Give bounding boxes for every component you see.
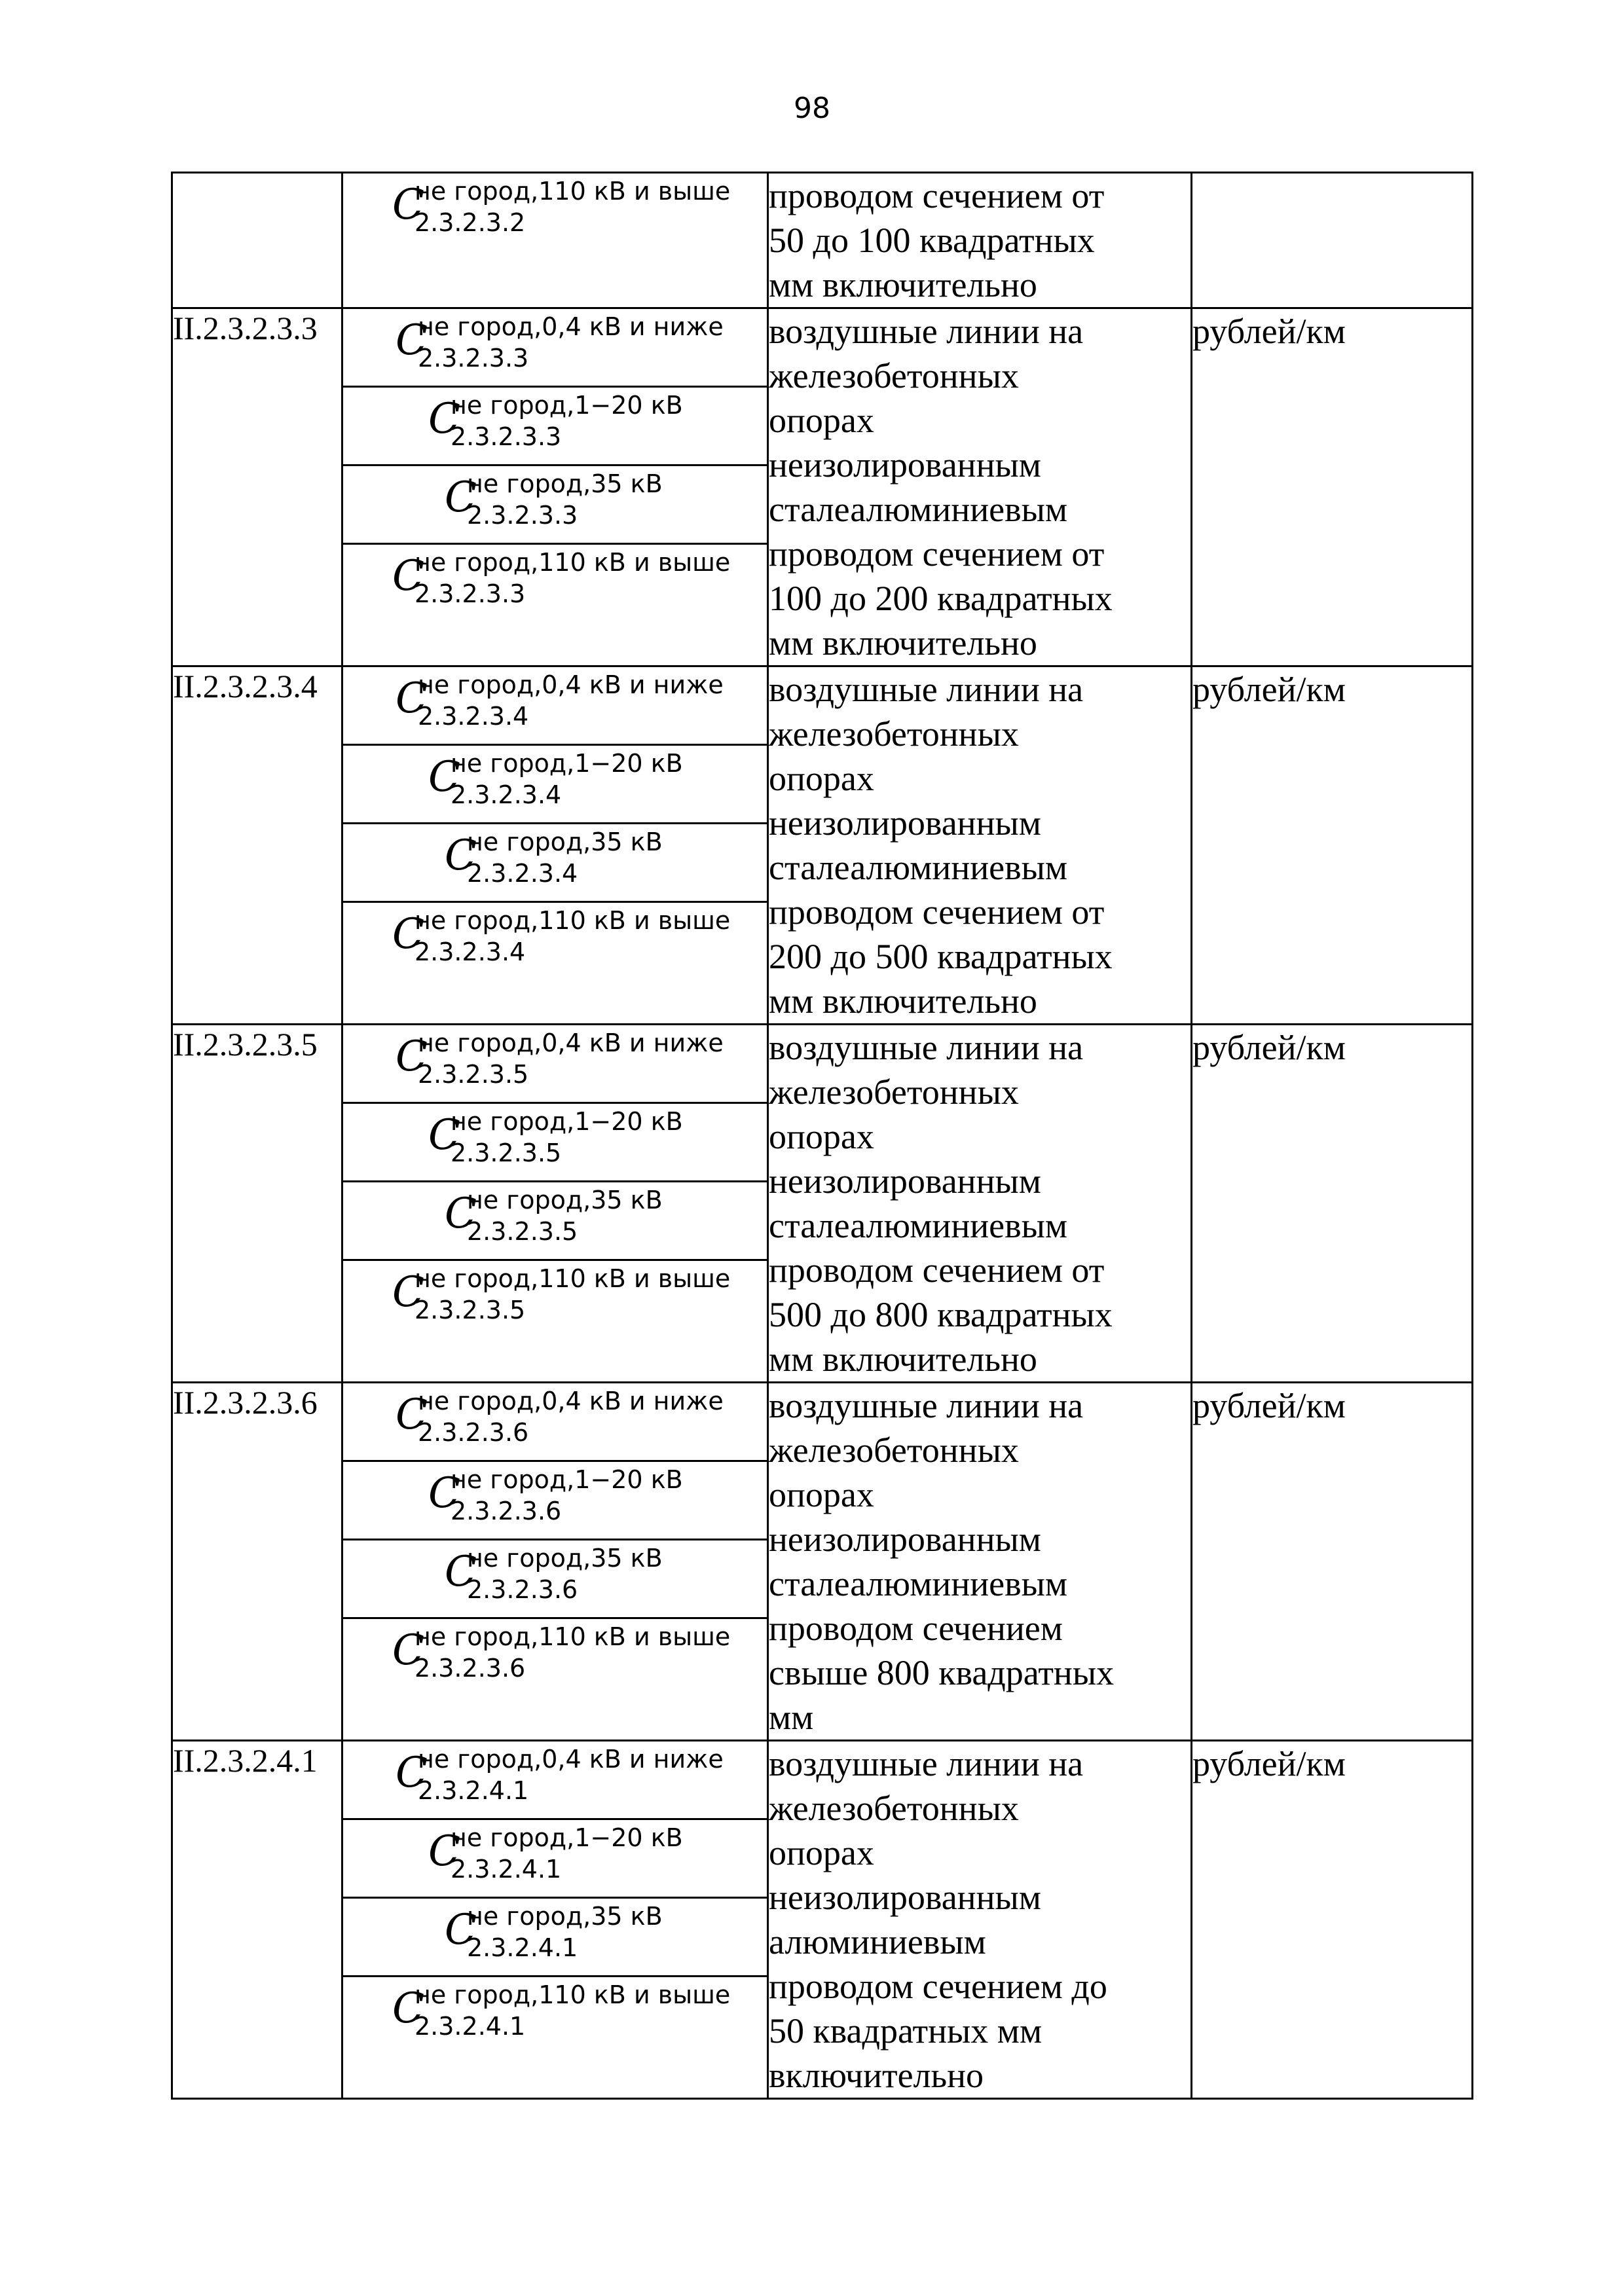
- description-line: проводом сечением до: [769, 1967, 1107, 2006]
- description-line: мм: [769, 1698, 814, 1737]
- coefficient-symbol: C: [396, 1032, 428, 1081]
- coefficient-superscript: не город,1−20 кВ: [451, 1823, 683, 1852]
- coefficient-entry: [343, 1104, 767, 1182]
- coefficient-superscript: не город,35 кВ: [467, 1902, 663, 1931]
- coefficient-superscript: не город,110 кВ и выше: [415, 906, 731, 935]
- coefficient-subscript: 2.3.2.4.1: [451, 1855, 562, 1884]
- coefficient-cell: [342, 666, 768, 1025]
- coefficient-subscript: 2.3.2.3.5: [418, 1060, 529, 1089]
- coefficient-superscript: не город,110 кВ и выше: [415, 177, 731, 206]
- coefficient-superscript: не город,35 кВ: [467, 1186, 663, 1214]
- coefficient-symbol: C: [428, 1827, 460, 1876]
- coefficient-cell: [342, 173, 768, 308]
- description-line: опорах: [769, 1117, 874, 1156]
- description-line: железобетонных: [769, 1789, 1019, 1828]
- coefficient-superscript: не город,1−20 кВ: [451, 1465, 683, 1494]
- coefficient-entry: [343, 1462, 767, 1540]
- coefficient-superscript: не город,35 кВ: [467, 1544, 663, 1573]
- coefficient-symbol: C: [428, 395, 460, 443]
- coefficient-entry: [343, 1025, 767, 1104]
- description-line: мм включительно: [769, 981, 1037, 1021]
- coefficient-subscript: 2.3.2.3.4: [418, 702, 529, 731]
- coefficient-entry: [343, 545, 767, 623]
- coefficient-subscript: 2.3.2.3.5: [451, 1139, 562, 1167]
- description-line: мм включительно: [769, 265, 1037, 304]
- coefficient-symbol: C: [392, 1984, 424, 2033]
- coefficient-entry: [343, 173, 767, 252]
- coefficient-cell: [342, 1741, 768, 2099]
- coefficient-superscript: не город,110 кВ и выше: [415, 1980, 731, 2009]
- coefficient-subscript: 2.3.2.4.1: [418, 1776, 529, 1805]
- coefficient-subscript: 2.3.2.3.4: [451, 780, 562, 809]
- description-line: проводом сечением от: [769, 534, 1105, 574]
- description-line: железобетонных: [769, 714, 1019, 754]
- description-line: сталеалюминиевым: [769, 1206, 1068, 1245]
- description-cell: [768, 308, 1192, 666]
- coefficient-subscript: 2.3.2.3.6: [451, 1497, 562, 1525]
- description-line: неизолированным: [769, 1520, 1041, 1559]
- coefficient-symbol: C: [396, 316, 428, 365]
- description-line: свыше 800 квадратных: [769, 1653, 1115, 1692]
- description-cell: [768, 173, 1192, 308]
- coefficient-symbol: C: [445, 831, 477, 880]
- coefficient-cell: [342, 1025, 768, 1383]
- coefficient-superscript: не город,0,4 кВ и ниже: [418, 1029, 724, 1057]
- description-line: опорах: [769, 1833, 874, 1872]
- coefficient-superscript: не город,1−20 кВ: [451, 391, 683, 420]
- coefficient-subscript: 2.3.2.3.5: [415, 1296, 526, 1324]
- coefficient-entry: [343, 1619, 767, 1698]
- description-cell: [768, 1383, 1192, 1741]
- description-line: неизолированным: [769, 1161, 1041, 1201]
- unit-cell: рублей/км: [1192, 308, 1473, 666]
- description-line: включительно: [769, 2056, 984, 2095]
- coefficient-subscript: 2.3.2.3.6: [415, 1654, 526, 1683]
- coefficient-symbol: C: [445, 1906, 477, 1954]
- unit-cell: рублей/км: [1192, 1741, 1473, 2099]
- coefficient-superscript: не город,0,4 кВ и ниже: [418, 312, 724, 341]
- description-line: воздушные линии на: [769, 1028, 1084, 1067]
- description-line: неизолированным: [769, 803, 1041, 843]
- coefficient-symbol: C: [392, 552, 424, 600]
- description-line: неизолированным: [769, 1878, 1041, 1917]
- description-line: опорах: [769, 1475, 874, 1514]
- unit-cell: рублей/км: [1192, 1025, 1473, 1383]
- description-line: воздушные линии на: [769, 1744, 1084, 1783]
- coefficient-entry: [343, 388, 767, 466]
- description-line: проводом сечением от: [769, 892, 1105, 932]
- coefficient-entry: [343, 667, 767, 746]
- table-row: [172, 308, 1473, 666]
- coefficient-subscript: 2.3.2.3.3: [418, 344, 529, 373]
- row-code-cell: II.2.3.2.3.5: [172, 1025, 342, 1383]
- coefficient-superscript: не город,1−20 кВ: [451, 749, 683, 778]
- description-line: воздушные линии на: [769, 670, 1084, 709]
- coefficient-symbol: C: [428, 753, 460, 801]
- coefficient-superscript: не город,0,4 кВ и ниже: [418, 1745, 724, 1774]
- coefficient-entry: [343, 1741, 767, 1820]
- coefficient-subscript: 2.3.2.3.3: [415, 579, 526, 608]
- coefficient-entry: [343, 746, 767, 824]
- coefficient-symbol: C: [445, 1548, 477, 1596]
- table-row: [172, 666, 1473, 1025]
- description-line: опорах: [769, 759, 874, 798]
- description-line: сталеалюминиевым: [769, 848, 1068, 887]
- table-row: [172, 1741, 1473, 2099]
- unit-cell: рублей/км: [1192, 1383, 1473, 1741]
- tariff-table: [171, 172, 1473, 2100]
- coefficient-superscript: не город,1−20 кВ: [451, 1107, 683, 1136]
- description-line: 200 до 500 квадратных: [769, 937, 1113, 976]
- coefficient-symbol: C: [396, 1749, 428, 1797]
- row-code-cell: II.2.3.2.3.3: [172, 308, 342, 666]
- row-code-cell: II.2.3.2.4.1: [172, 1741, 342, 2099]
- unit-cell: рублей/км: [1192, 666, 1473, 1025]
- coefficient-superscript: не город,35 кВ: [467, 828, 663, 856]
- description-line: проводом сечением от: [769, 1250, 1105, 1290]
- coefficient-subscript: 2.3.2.3.6: [418, 1418, 529, 1447]
- coefficient-symbol: C: [428, 1111, 460, 1159]
- coefficient-entry: [343, 1182, 767, 1261]
- description-line: воздушные линии на: [769, 1386, 1084, 1425]
- coefficient-symbol: C: [445, 1190, 477, 1238]
- coefficient-entry: [343, 1820, 767, 1899]
- row-code-cell: [172, 173, 342, 308]
- coefficient-subscript: 2.3.2.3.3: [467, 501, 578, 530]
- coefficient-symbol: C: [392, 181, 424, 229]
- description-line: воздушные линии на: [769, 312, 1084, 351]
- coefficient-cell: [342, 308, 768, 666]
- row-code-cell: II.2.3.2.3.6: [172, 1383, 342, 1741]
- coefficient-subscript: 2.3.2.3.3: [451, 422, 562, 451]
- description-line: опорах: [769, 401, 874, 440]
- row-code-cell: II.2.3.2.3.4: [172, 666, 342, 1025]
- table-row: [172, 1383, 1473, 1741]
- description-line: мм включительно: [769, 623, 1037, 663]
- description-line: железобетонных: [769, 1072, 1019, 1112]
- description-cell: [768, 1025, 1192, 1383]
- description-cell: [768, 666, 1192, 1025]
- description-line: неизолированным: [769, 445, 1041, 484]
- coefficient-superscript: не город,110 кВ и выше: [415, 548, 731, 577]
- coefficient-symbol: C: [392, 1626, 424, 1675]
- description-line: 500 до 800 квадратных: [769, 1295, 1113, 1334]
- description-line: железобетонных: [769, 356, 1019, 395]
- description-line: алюминиевым: [769, 1922, 986, 1961]
- coefficient-symbol: C: [396, 1391, 428, 1439]
- coefficient-subscript: 2.3.2.4.1: [415, 2012, 526, 2041]
- coefficient-superscript: не город,110 кВ и выше: [415, 1264, 731, 1293]
- coefficient-entry: [343, 903, 767, 981]
- table-row: [172, 173, 1473, 308]
- coefficient-superscript: не город,0,4 кВ и ниже: [418, 670, 724, 699]
- unit-cell: [1192, 173, 1473, 308]
- description-line: сталеалюминиевым: [769, 490, 1068, 529]
- coefficient-subscript: 2.3.2.3.4: [415, 938, 526, 966]
- coefficient-symbol: C: [392, 910, 424, 958]
- coefficient-subscript: 2.3.2.4.1: [467, 1933, 578, 1962]
- coefficient-superscript: не город,0,4 кВ и ниже: [418, 1387, 724, 1415]
- coefficient-entry: [343, 1383, 767, 1462]
- coefficient-subscript: 2.3.2.3.6: [467, 1575, 578, 1604]
- coefficient-entry: [343, 1540, 767, 1619]
- coefficient-symbol: C: [396, 674, 428, 723]
- description-cell: [768, 1741, 1192, 2099]
- coefficient-subscript: 2.3.2.3.2: [415, 208, 526, 237]
- description-line: 50 квадратных мм: [769, 2011, 1043, 2050]
- coefficient-entry: [343, 1261, 767, 1339]
- table-row: [172, 1025, 1473, 1383]
- page-number: 98: [794, 92, 830, 125]
- coefficient-subscript: 2.3.2.3.5: [467, 1217, 578, 1246]
- coefficient-symbol: C: [428, 1469, 460, 1518]
- description-line: проводом сечением: [769, 1609, 1063, 1648]
- description-line: сталеалюминиевым: [769, 1564, 1068, 1603]
- coefficient-entry: [343, 1899, 767, 1977]
- coefficient-entry: [343, 309, 767, 388]
- coefficient-entry: [343, 1977, 767, 2056]
- coefficient-superscript: не город,110 кВ и выше: [415, 1622, 731, 1651]
- description-line: 50 до 100 квадратных: [769, 221, 1095, 260]
- coefficient-subscript: 2.3.2.3.4: [467, 859, 578, 888]
- description-line: 100 до 200 квадратных: [769, 579, 1113, 618]
- coefficient-entry: [343, 466, 767, 545]
- description-line: проводом сечением от: [769, 176, 1105, 215]
- coefficient-entry: [343, 824, 767, 903]
- coefficient-cell: [342, 1383, 768, 1741]
- description-line: мм включительно: [769, 1339, 1037, 1379]
- description-line: железобетонных: [769, 1430, 1019, 1470]
- coefficient-superscript: не город,35 кВ: [467, 469, 663, 498]
- coefficient-symbol: C: [392, 1268, 424, 1317]
- coefficient-symbol: C: [445, 473, 477, 522]
